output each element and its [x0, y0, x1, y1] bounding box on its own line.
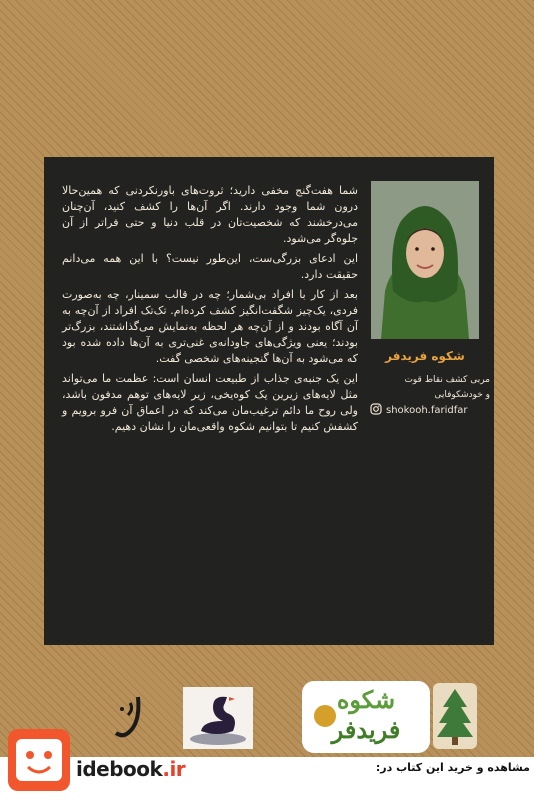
blurb-text	[62, 183, 358, 439]
publisher-logo	[110, 689, 148, 751]
author-role	[360, 373, 490, 403]
book-face-icon	[8, 729, 70, 791]
author-portrait-image	[371, 181, 479, 339]
site-name[interactable]	[76, 757, 185, 781]
author-name: شکوه فریدفر	[385, 349, 465, 363]
instagram-icon	[370, 403, 382, 418]
idebook-logo[interactable]	[8, 729, 70, 791]
author-role-line-1: مربی کشف نقاط قوت	[404, 375, 490, 385]
paragraph-1: شما هفت‌گنج مخفی دارید؛ ثروت‌های باورنکردنی که همین‌حالا درون شما وجود دارند. اگر آن‌ها را کشف کنید، آن‌چنان می‌درخشند که شخصیت‌تان در قلب دنیا و حتی فراتر از آن جلوه‌گر می‌شود.	[62, 184, 358, 245]
logo-strip	[0, 683, 534, 763]
swan-logo	[183, 687, 253, 749]
swan-icon	[183, 687, 253, 749]
author-photo	[371, 181, 479, 339]
instagram-handle-row[interactable]	[370, 403, 468, 418]
brand-line-1: شکوه	[336, 685, 396, 714]
brand-line-2: فریدفر	[331, 715, 401, 744]
paragraph-3: بعد از کار با افراد بی‌شمار؛ چه در قالب سمینار، چه به‌صورت فردی، یک‌چیز شگفت‌انگیز کشف کرده‌ام. تک‌تک افراد از آن‌چه به آن آگاه بودند و از آن‌چه هر لحظه به‌نمایش می‌گذاشتند، بزرگ‌تر بودند؛ یعنی ویژگی‌های جاودانه‌ی غنی‌تری به آن‌ها داده شده بود که می‌شود به آن‌ها گنجینه‌های شخصی گفت.	[62, 288, 358, 365]
paragraph-4: این یک جنبه‌ی جذاب از طبیعت انسان است: عظمت ما می‌تواند مثل لایه‌های زیرین یک کوه‌یخی، زیر لایه‌های توهم مدفون باشد، ولی روح ما دائم ترغیب‌مان می‌کند که در اعماق آن فرو برویم و کشفش کنیم تا بتوانیم شکوه واقعی‌مان را نشان دهیم.	[62, 372, 358, 433]
author-role-line-2: و خودشکوفایی	[434, 390, 490, 400]
author-brand-logo	[304, 683, 428, 751]
tree-icon	[433, 683, 477, 749]
tree-logo	[433, 683, 477, 749]
paragraph-2: این ادعای بزرگی‌ست، این‌طور نیست؟ با این همه می‌دانم حقیقت دارد.	[62, 252, 358, 281]
site-name-main: idebook	[76, 757, 163, 781]
publisher-mark-icon	[110, 689, 148, 751]
buy-text: مشاهده و خرید این کتاب در:	[375, 761, 530, 774]
site-tld: .ir	[162, 757, 186, 781]
instagram-handle: shokooh.faridfar	[386, 405, 468, 416]
